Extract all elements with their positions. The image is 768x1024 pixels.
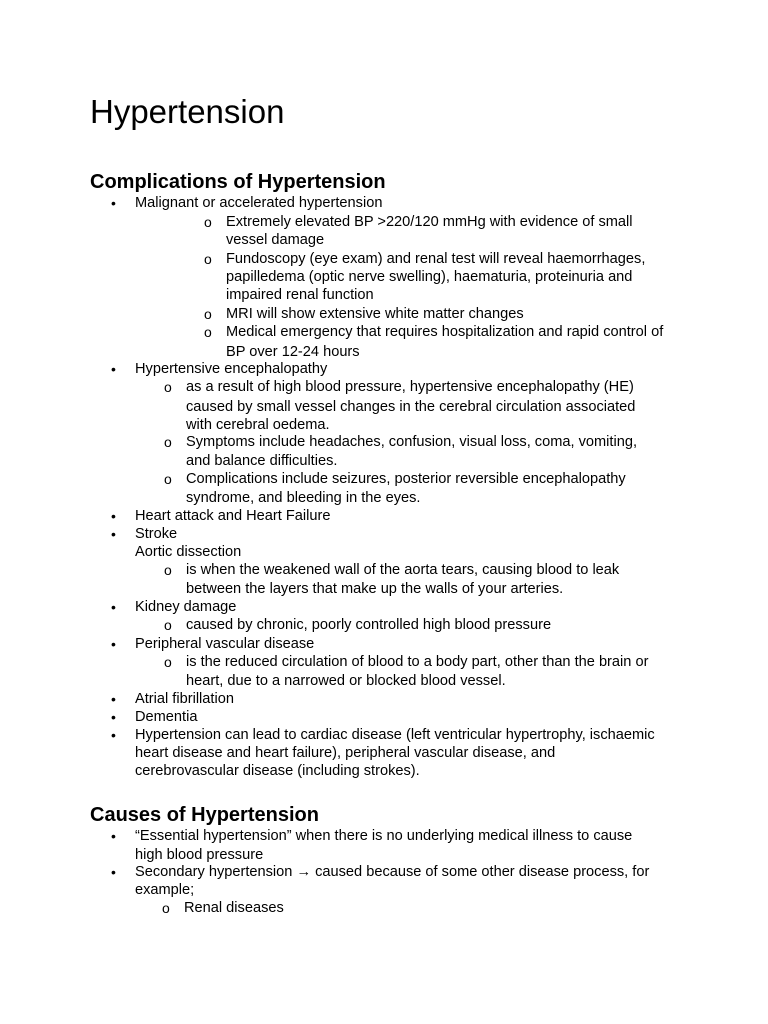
- text-line: BP over 12-24 hours: [226, 344, 360, 360]
- text-line: caused by small vessel changes in the cerebral circulation associated: [186, 399, 636, 415]
- text-line: papilledema (optic nerve swelling), haematuria, proteinuria and: [226, 269, 633, 285]
- page-title: Hypertension: [90, 93, 285, 130]
- bullet-disc-icon: •: [111, 508, 116, 524]
- bullet-circle-icon: o: [204, 214, 212, 230]
- text-line: Symptoms include headaches, confusion, visual loss, coma, vomiting,: [186, 434, 638, 450]
- text-line: Secondary hypertension → caused because of some other disease process, for: [135, 864, 650, 880]
- text-line: Renal diseases: [184, 900, 284, 916]
- text-line: is when the weakened wall of the aorta tears, causing blood to leak: [186, 562, 620, 578]
- text-line: syndrome, and bleeding in the eyes.: [186, 490, 421, 506]
- text-line: Kidney damage: [135, 599, 237, 615]
- bullet-disc-icon: •: [111, 691, 116, 707]
- bullet-circle-icon: o: [204, 324, 212, 340]
- text-line: Malignant or accelerated hypertension: [135, 195, 383, 211]
- text-line: high blood pressure: [135, 847, 264, 863]
- text-line: between the layers that make up the walls of your arteries.: [186, 581, 564, 597]
- text-line: Heart attack and Heart Failure: [135, 508, 331, 524]
- text-line: Dementia: [135, 709, 198, 725]
- bullet-disc-icon: •: [111, 727, 116, 743]
- bullet-disc-icon: •: [111, 599, 116, 615]
- bullet-circle-icon: o: [164, 434, 172, 450]
- bullet-disc-icon: •: [111, 195, 116, 211]
- text-line: is the reduced circulation of blood to a body part, other than the brain or: [186, 654, 649, 670]
- text-line: impaired renal function: [226, 287, 374, 303]
- text-line: Stroke: [135, 526, 178, 542]
- text-line: heart, due to a narrowed or blocked blood vessel.: [186, 673, 506, 689]
- text-line: heart disease and heart failure), peripheral vascular disease, and: [135, 745, 556, 761]
- text-line: Peripheral vascular disease: [135, 636, 315, 652]
- text-line: “Essential hypertension” when there is no underlying medical illness to cause: [135, 828, 633, 844]
- text-line: cerebrovascular disease (including strokes).: [135, 763, 420, 779]
- bullet-disc-icon: •: [111, 636, 116, 652]
- text-line: Aortic dissection: [135, 544, 242, 560]
- text-line: Atrial fibrillation: [135, 691, 234, 707]
- bullet-disc-icon: •: [111, 864, 116, 880]
- text-line: example;: [135, 882, 195, 898]
- bullet-circle-icon: o: [164, 562, 172, 578]
- text-line: vessel damage: [226, 232, 325, 248]
- text-line: Medical emergency that requires hospitalization and rapid control of: [226, 324, 664, 340]
- text-line: Fundoscopy (eye exam) and renal test will reveal haemorrhages,: [226, 251, 646, 267]
- bullet-disc-icon: •: [111, 709, 116, 725]
- bullet-circle-icon: o: [204, 306, 212, 322]
- bullet-circle-icon: o: [164, 654, 172, 670]
- text-line: Extremely elevated BP >220/120 mmHg with evidence of small: [226, 214, 633, 230]
- text-line: with cerebral oedema.: [186, 417, 330, 433]
- text-line: and balance difficulties.: [186, 453, 338, 469]
- section-heading-complications: Complications of Hypertension: [90, 171, 386, 193]
- bullet-circle-icon: o: [204, 251, 212, 267]
- bullet-circle-icon: o: [164, 617, 172, 633]
- text-line: as a result of high blood pressure, hypertensive encephalopathy (HE): [186, 379, 634, 395]
- text-line: Complications include seizures, posterior reversible encephalopathy: [186, 471, 626, 487]
- text-line: Hypertensive encephalopathy: [135, 361, 328, 377]
- bullet-circle-icon: o: [162, 900, 170, 916]
- text-line: caused by chronic, poorly controlled high blood pressure: [186, 617, 552, 633]
- bullet-circle-icon: o: [164, 471, 172, 487]
- text-line: Hypertension can lead to cardiac disease (left ventricular hypertrophy, ischaemic: [135, 727, 655, 743]
- section-heading-causes: Causes of Hypertension: [90, 804, 319, 826]
- bullet-disc-icon: •: [111, 828, 116, 844]
- bullet-disc-icon: •: [111, 526, 116, 542]
- bullet-disc-icon: •: [111, 361, 116, 377]
- bullet-circle-icon: o: [164, 379, 172, 395]
- text-line: MRI will show extensive white matter changes: [226, 306, 524, 322]
